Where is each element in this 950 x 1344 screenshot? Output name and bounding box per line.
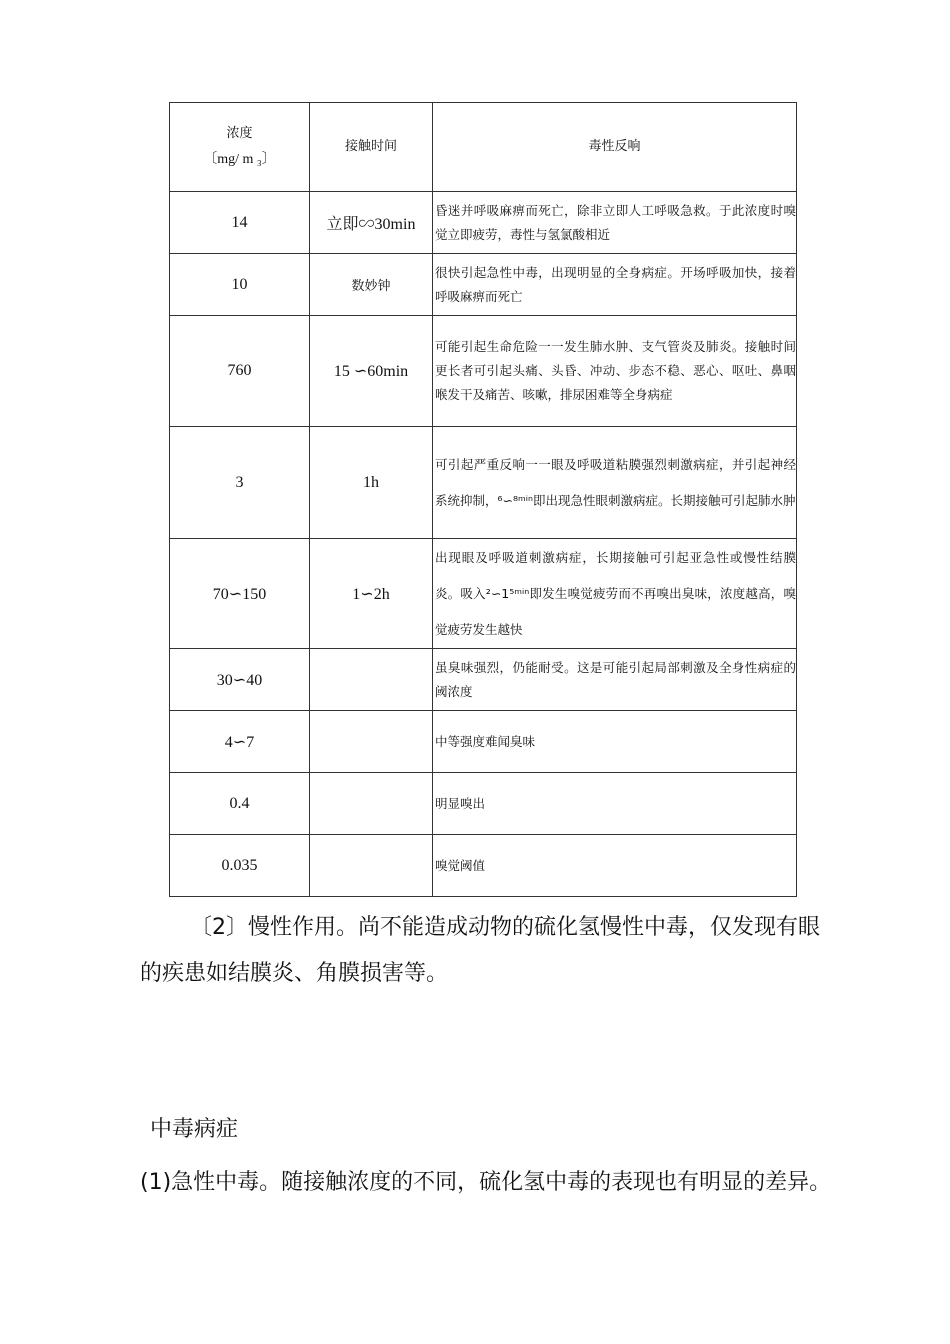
cell-concentration: 760 [170, 316, 310, 427]
table-row [170, 316, 797, 427]
cell-time [310, 649, 433, 711]
header-effect: 毒性反响 [433, 103, 797, 192]
cell-effect: 明显嗅出 [433, 773, 797, 835]
cell-time: 数妙钟 [310, 254, 433, 316]
cell-effect: 可能引起生命危险一一发生肺水肿、支气管炎及肺炎。接触时间更长者可引起头痛、头昏、冲动、步态不稳、恶心、呕吐、鼻咽喉发干及痛苦、咳嗽，排尿困难等全身病症 [433, 316, 797, 427]
paragraph-chronic-effect: 〔2〕慢性作用。尚不能造成动物的硫化氢慢性中毒，仅发现有眼的疾患如结膜炎、角膜损害等。 [140, 915, 820, 986]
cell-concentration: 14 [170, 192, 310, 254]
cell-effect: 出现眼及呼吸道刺激病症，长期接触可引起亚急性或慢性结膜炎。吸入²∽1⁵ᵐⁱⁿ即发生嗅觉疲劳而不再嗅出臭味，浓度越高，嗅觉疲劳发生越快 [433, 539, 797, 649]
cell-time [310, 773, 433, 835]
cell-concentration: 0.4 [170, 773, 310, 835]
cell-concentration: 3 [170, 427, 310, 539]
table-row [170, 835, 797, 897]
cell-effect: 很快引起急性中毒，出现明显的全身病症。开场呼吸加快，接着呼吸麻痹而死亡 [433, 254, 797, 316]
table-row [170, 773, 797, 835]
cell-concentration: 10 [170, 254, 310, 316]
cell-time [310, 711, 433, 773]
table-header-row [170, 103, 797, 192]
table-row [170, 254, 797, 316]
section-heading-symptoms: 中毒病症 [150, 1117, 239, 1142]
cell-concentration: 0.035 [170, 835, 310, 897]
cell-time: 1h [310, 427, 433, 539]
cell-effect: 虽臭味强烈，仍能耐受。这是可能引起局部刺激及全身性病症的阈浓度 [433, 649, 797, 711]
header-time: 接触时间 [310, 103, 433, 192]
cell-concentration: 30∽40 [170, 649, 310, 711]
cell-time [310, 835, 433, 897]
header-concentration: 浓度 〔mg/ m ₃〕 [170, 103, 310, 192]
table-row [170, 711, 797, 773]
toxicity-table [169, 102, 797, 897]
cell-time: 1∽2h [310, 539, 433, 649]
table-row [170, 427, 797, 539]
cell-concentration: 70∽150 [170, 539, 310, 649]
table-row [170, 649, 797, 711]
table-row [170, 539, 797, 649]
cell-time: 立即∽30min [310, 192, 433, 254]
cell-effect: 嗅觉阈值 [433, 835, 797, 897]
cell-time: 15 ∽60min [310, 316, 433, 427]
cell-concentration: 4∽7 [170, 711, 310, 773]
cell-effect: 昏迷并呼吸麻痹而死亡，除非立即人工呼吸急救。于此浓度时嗅觉立即疲劳，毒性与氢氯酸相近 [433, 192, 797, 254]
cell-effect: 中等强度难闻臭味 [433, 711, 797, 773]
cell-effect: 可引起严重反响一一眼及呼吸道粘膜强烈刺激病症，并引起神经系统抑制，⁶∽⁸ᵐⁱⁿ即出现急性眼刺激病症。长期接触可引起肺水肿 [433, 427, 797, 539]
table-row [170, 192, 797, 254]
paragraph-acute-poisoning: (1)急性中毒。随接触浓度的不同，硫化氢中毒的表现也有明显的差异。 [140, 1170, 832, 1195]
